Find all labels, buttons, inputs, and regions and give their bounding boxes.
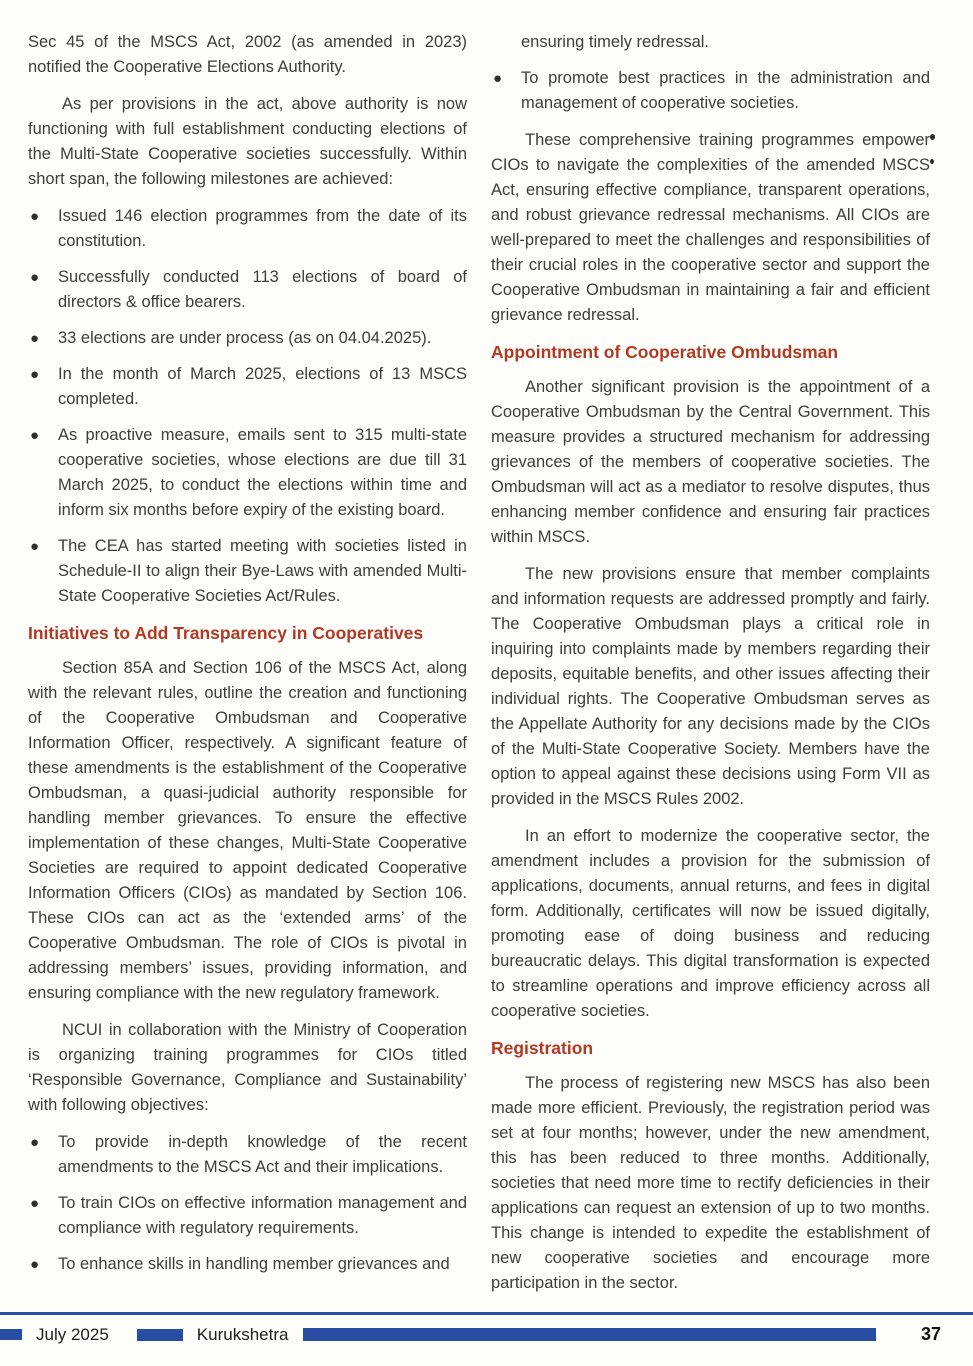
paragraph: These comprehensive training programmes empower CIOs to navigate the complexities of the amended MSCS Act, ensuring effective compliance, transparent operations, and robust grievance redressal mechanisms. All CIOs are well-prepared to meet the challenges and responsibilities of their crucial roles in the cooperative sector and support the Cooperative Ombudsman in maintaining a fair and efficient grievance redressal. [491,131,930,324]
section-heading-ombudsman: Appointment of Cooperative Ombudsman [491,342,839,362]
scan-artifact-speck [930,134,935,140]
paragraph: The new provisions ensure that member complaints and information requests are addressed promptly and fairly. The Cooperative Ombudsman plays a critical role in inquiring into complaints made by members regarding their deposits, equitable benefits, and other issues affecting their individual rights. The Cooperative Ombudsman serves as the Appellate Authority for any decisions made by the CIOs of the Multi-State Cooperative Society. Members have the option to appeal against these decisions using Form VII as provided in the MSCS Rules 2002. [491,565,930,808]
footer-long-bar [303,1328,876,1341]
bullet-continuation-text: ensuring timely redressal. [521,33,709,51]
list-item-text: To promote best practices in the administration and management of cooperative societies. [521,69,930,112]
article-page [28,30,930,1308]
list-item-text: As proactive measure, emails sent to 315 multi-state cooperative societies, whose elections are due till 31 March 2025, to conduct the elections within time and inform six months before expiry of the existing board. [58,426,467,519]
bullet-icon: ● [30,366,40,383]
paragraph: In an effort to modernize the cooperative sector, the amendment includes a provision for the submission of applications, documents, annual returns, and fees in digital form. Additionally, certificates will now be issued digitally, promoting ease of doing business and reducing bureaucratic delays. This digital transformation is expected to streamline operations and improve efficiency across all cooperative societies. [491,827,930,1020]
bullet-icon: ● [30,1195,40,1212]
bullet-icon: ● [30,330,40,347]
objectives-bullet-list [28,1130,467,1277]
scan-artifact-speck [930,159,934,164]
footer-page-number: 37 [920,1324,941,1344]
section-heading-transparency: Initiatives to Add Transparency in Cooperatives [28,623,424,643]
list-item-text: Issued 146 election programmes from the date of its constitution. [58,207,467,250]
bullet-icon: ● [30,538,40,555]
footer-divider [0,1312,973,1315]
bullet-icon: ● [30,427,40,444]
paragraph: As per provisions in the act, above authority is now functioning with full establishment conducting elections of the Multi-State Cooperative societies successfully. Within short span, the following milestones are achieved: [28,95,467,188]
list-item-text: Successfully conducted 113 elections of board of directors & office bearers. [58,268,467,311]
bullet-icon: ● [30,208,40,225]
list-item-text: The CEA has started meeting with societies listed in Schedule-II to align their Bye-Laws with amended Multi-State Cooperative Societies Act/Rules. [58,537,467,605]
footer-separator-bar [0,1329,22,1340]
objectives-bullet-list-continued [491,66,930,116]
list-item-text: To enhance skills in handling member grievances and [58,1255,450,1273]
footer-magazine-name: Kurukshetra [196,1324,289,1344]
paragraph: Sec 45 of the MSCS Act, 2002 (as amended in 2023) notified the Cooperative Elections Authority. [28,33,467,76]
list-item-text: 33 elections are under process (as on 04.04.2025). [58,329,432,347]
list-item [28,1252,467,1277]
list-item [28,423,467,523]
paragraph: Another significant provision is the appointment of a Cooperative Ombudsman by the Central Government. This measure provides a structured mechanism for addressing grievances of the members of cooperative societies. The Ombudsman will act as a mediator to resolve disputes, thus enhancing member confidence and ensuring fair practices within MSCS. [491,378,930,546]
bullet-icon: ● [30,1256,40,1273]
list-item [28,362,467,412]
paragraph: The process of registering new MSCS has also been made more efficient. Previously, the registration period was set at four months; however, under the new amendment, this has been reduced to three months. Additionally, societies that need more time to rectify deficiencies in their applications can request an extension of up to two months. This change is intended to expedite the establishment of new cooperative societies and encourage more participation in the sector. [491,1074,930,1292]
left-column [28,30,467,1308]
list-item [28,326,467,351]
bullet-icon: ● [30,1134,40,1151]
paragraph: NCUI in collaboration with the Ministry of Cooperation is organizing training programmes for CIOs titled ‘Responsible Governance, Compliance and Sustainability’ with following objectives: [28,1021,467,1114]
list-item-text: To train CIOs on effective information management and compliance with regulatory requirements. [58,1194,467,1237]
list-item [28,534,467,609]
section-heading-registration: Registration [491,1038,594,1058]
list-item [28,1130,467,1180]
list-item-text: In the month of March 2025, elections of 13 MSCS completed. [58,365,467,408]
footer-separator-bar [137,1329,183,1341]
bullet-icon: ● [493,70,503,87]
footer-issue-date: July 2025 [36,1324,109,1344]
bullet-icon: ● [30,269,40,286]
paragraph: Section 85A and Section 106 of the MSCS Act, along with the relevant rules, outline the creation and functioning of the Cooperative Ombudsman and Cooperative Information Officer, respectively. A significant feature of these amendments is the establishment of the Cooperative Ombudsman, a quasi-judicial authority responsible for handling member grievances. To ensure the effective implementation of these changes, Multi-State Cooperative Societies are required to appoint dedicated Cooperative Information Officers (CIOs) as mandated by Section 106. These CIOs can act as the ‘extended arms’ of the Cooperative Ombudsman. The role of CIOs is pivotal in addressing members’ issues, providing information, and ensuring compliance with the new regulatory framework. [28,659,467,1002]
list-item [28,1191,467,1241]
list-item-text: To provide in-depth knowledge of the recent amendments to the MSCS Act and their implications. [58,1133,467,1176]
list-item [28,265,467,315]
right-column [491,30,930,1308]
list-item [28,204,467,254]
milestones-bullet-list [28,204,467,609]
list-item [491,66,930,116]
footer [0,1324,973,1345]
